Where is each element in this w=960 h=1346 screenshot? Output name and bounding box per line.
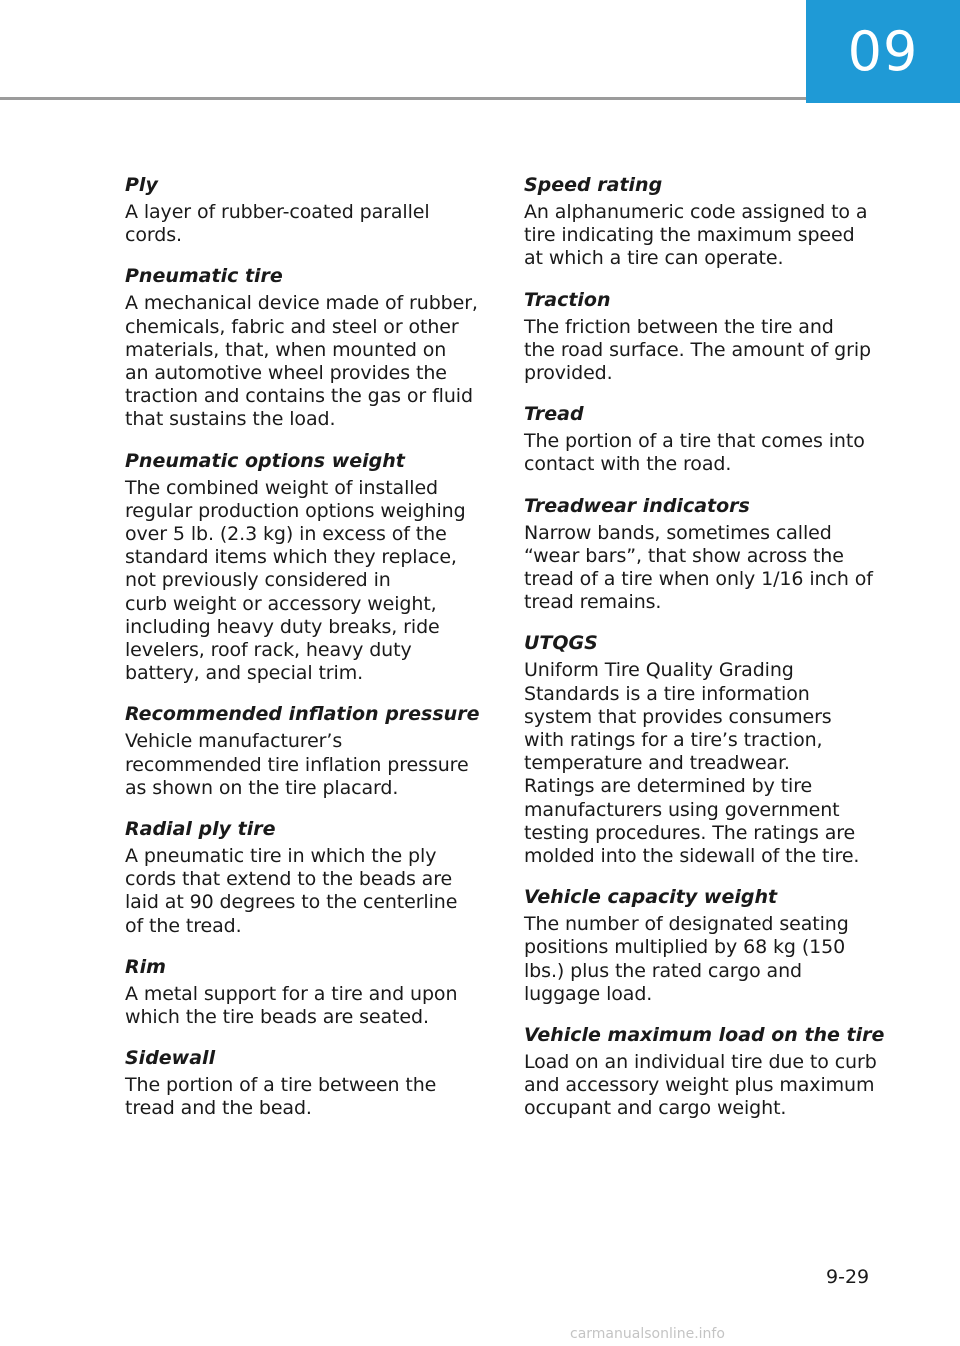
glossary-entry	[125, 171, 490, 247]
glossary-definition: Load on an individual tire due to curb and accessory weight plus maximum occupant and cargo weight.	[524, 1051, 877, 1120]
glossary-term: Recommended inflation pressure	[125, 703, 480, 726]
glossary-entry	[524, 492, 889, 615]
glossary-definition: The portion of a tire between the tread and the bead.	[125, 1074, 437, 1120]
glossary-definition: Narrow bands, sometimes called “wear bars”, that show across the tread of a tire when only 1/16 inch of tread remains.	[524, 521, 873, 614]
glossary-term: Ply	[125, 174, 158, 196]
glossary-definition: The portion of a tire that comes into contact with the road.	[524, 430, 865, 476]
right-column	[524, 171, 889, 1136]
glossary-entry	[524, 883, 889, 1006]
left-column	[125, 171, 490, 1136]
watermark: carmanualsonline.info	[570, 1326, 725, 1342]
glossary-definition: An alphanumeric code assigned to a tire indicating the maximum speed at which a tire can operate.	[524, 201, 868, 270]
glossary-term: Tread	[524, 403, 584, 426]
glossary-term: Sidewall	[125, 1047, 216, 1070]
glossary-term: Rim	[125, 955, 166, 978]
glossary-term: Vehicle maximum load on the tire	[524, 1024, 885, 1047]
glossary-entry	[125, 953, 490, 1029]
glossary-term: Traction	[524, 288, 611, 311]
glossary-definition: A layer of rubber-coated parallel cords.	[125, 201, 430, 247]
glossary-term: Pneumatic tire	[125, 265, 283, 288]
glossary-entry	[524, 171, 889, 271]
glossary-term: UTQGS	[524, 632, 598, 655]
glossary-entry	[125, 700, 490, 800]
glossary-entry	[125, 1044, 490, 1120]
glossary-term: Pneumatic options weight	[125, 449, 405, 472]
glossary-term: Vehicle capacity weight	[524, 886, 778, 909]
glossary-entry	[125, 815, 490, 938]
glossary-term: Speed rating	[524, 174, 663, 196]
glossary-entry	[524, 1021, 889, 1121]
glossary-entry	[524, 400, 889, 476]
glossary-definition: The friction between the tire and the road surface. The amount of grip provided.	[524, 315, 871, 385]
glossary-entry	[125, 447, 490, 686]
chapter-number: 09	[847, 20, 919, 83]
glossary-definition: Vehicle manufacturer’s recommended tire inflation pressure as shown on the tire placard.	[125, 730, 469, 799]
glossary-entry	[125, 262, 490, 431]
header-rule	[0, 97, 806, 100]
glossary-definition: A metal support for a tire and upon which the tire beads are seated.	[125, 982, 458, 1029]
glossary-entry	[524, 286, 889, 386]
glossary-term: Radial ply tire	[125, 818, 276, 841]
page-number: 9-29	[826, 1266, 870, 1288]
chapter-tab	[806, 0, 960, 103]
glossary-definition: The combined weight of installed regular production options weighing over 5 lb. (2.3 kg) in excess of the standard items which they replace, not previously considered in curb weight or accessory weight, including heavy duty breaks, ride levelers, roof rack, heavy duty battery, and special trim.	[125, 476, 466, 685]
glossary-definition: A pneumatic tire in which the ply cords that extend to the beads are laid at 90 degrees to the centerline of the tread.	[125, 845, 458, 937]
glossary-entry	[524, 629, 889, 868]
glossary-term: Treadwear indicators	[524, 494, 750, 517]
glossary-definition: The number of designated seating positions multiplied by 68 kg (150 lbs.) plus the rated cargo and luggage load.	[524, 913, 849, 1005]
glossary-definition: A mechanical device made of rubber, chemicals, fabric and steel or other materials, that, when mounted on an automotive wheel provides the traction and contains the gas or fluid that sustains the load.	[125, 292, 478, 431]
glossary-definition: Uniform Tire Quality Grading Standards is a tire information system that provides consumers with ratings for a tire’s traction, temperature and treadwear. Ratings are determined by tire manufacturers using government testing procedures. The ratings are molded into the sidewall of the tire.	[524, 659, 860, 868]
